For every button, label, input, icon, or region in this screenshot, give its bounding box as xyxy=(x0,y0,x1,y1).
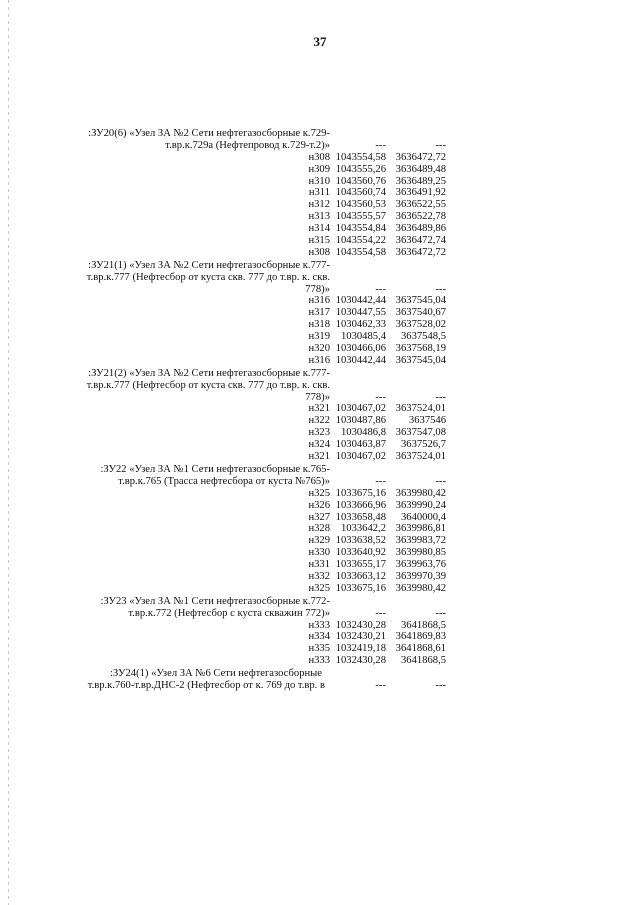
section-title-text: :ЗУ23 «Узел ЗА №1 Сети нефтегазосборные к.772- xyxy=(100,595,330,607)
coordinate-row xyxy=(0,583,640,595)
coordinate-x: 1032430,28 xyxy=(335,655,386,667)
section-title-text: т.вр.к.772 (Нефтесбор с куста скважин 772)» xyxy=(128,607,330,619)
coordinate-y: 3637526,7 xyxy=(400,439,446,451)
coordinate-y: 3639963,76 xyxy=(395,559,446,571)
coordinate-x: 1043554,58 xyxy=(335,246,386,258)
coordinate-row xyxy=(0,331,640,343)
point-number: н321 xyxy=(308,403,330,415)
coordinate-x: 1033642,2 xyxy=(340,523,386,535)
point-number: н326 xyxy=(308,499,330,511)
dash-y: --- xyxy=(435,391,446,403)
point-number: н331 xyxy=(308,559,330,571)
coordinate-row xyxy=(0,343,640,355)
coordinate-x: 1043560,76 xyxy=(335,175,386,187)
coordinate-row xyxy=(0,488,640,500)
point-number: н309 xyxy=(308,163,330,175)
section-title-line xyxy=(0,668,640,680)
coordinate-x: 1030485,4 xyxy=(340,331,386,343)
dash-x: --- xyxy=(375,679,386,691)
section-title-line xyxy=(0,380,640,392)
point-number: н322 xyxy=(308,415,330,427)
coordinate-y: 3637545,04 xyxy=(395,295,446,307)
coordinate-row xyxy=(0,427,640,439)
coordinate-x: 1032419,18 xyxy=(335,643,386,655)
coordinate-x: 1033655,17 xyxy=(335,559,386,571)
coordinate-y: 3639970,39 xyxy=(395,570,446,582)
coordinate-y: 3637548,5 xyxy=(400,331,446,343)
section-title-text: т.вр.к.777 (Нефтесбор от куста скв. 777 до т.вр. к. скв. xyxy=(86,379,330,391)
dash-y: --- xyxy=(435,607,446,619)
coordinate-x: 1043554,22 xyxy=(335,235,386,247)
dash-y: --- xyxy=(435,283,446,295)
dash-x: --- xyxy=(375,391,386,403)
section-title-text: 778)» xyxy=(305,283,330,295)
coordinate-x: 1033675,16 xyxy=(335,582,386,594)
section-title-text: т.вр.к.760-т.вр.ДНС-2 (Нефтесбор от к. 769 до т.вр. в xyxy=(87,679,325,691)
coordinate-y: 3636522,78 xyxy=(395,211,446,223)
point-number: н321 xyxy=(308,451,330,463)
section-block xyxy=(0,260,640,368)
coordinate-row xyxy=(0,223,640,235)
coordinate-x: 1033666,96 xyxy=(335,499,386,511)
coordinate-x: 1030466,06 xyxy=(335,343,386,355)
section-title-line xyxy=(0,476,640,488)
coordinate-x: 1033640,92 xyxy=(335,547,386,559)
section-title-text: :ЗУ21(1) «Узел ЗА №2 Сети нефтегазосборные к.777- xyxy=(88,259,330,271)
coordinate-row xyxy=(0,164,640,176)
coordinate-x: 1033663,12 xyxy=(335,570,386,582)
section-title-line xyxy=(0,368,640,380)
coordinate-row xyxy=(0,512,640,524)
coordinate-y: 3637540,67 xyxy=(395,307,446,319)
coordinate-y: 3637547,08 xyxy=(395,427,446,439)
section-block xyxy=(0,368,640,464)
point-number: н308 xyxy=(308,151,330,163)
coordinate-y: 3636472,72 xyxy=(395,246,446,258)
coordinate-row xyxy=(0,500,640,512)
coordinate-row xyxy=(0,523,640,535)
point-number: н314 xyxy=(308,223,330,235)
section-title-text: :ЗУ21(2) «Узел ЗА №2 Сети нефтегазосборные к.777- xyxy=(88,367,330,379)
point-number: н316 xyxy=(308,295,330,307)
point-number: н310 xyxy=(308,175,330,187)
coordinates-list xyxy=(0,128,640,692)
point-number: н329 xyxy=(308,535,330,547)
point-number: н332 xyxy=(308,570,330,582)
coordinate-y: 3637528,02 xyxy=(395,319,446,331)
coordinate-row xyxy=(0,355,640,367)
coordinate-row xyxy=(0,415,640,427)
coordinate-x: 1033638,52 xyxy=(335,535,386,547)
coordinate-y: 3636489,48 xyxy=(395,163,446,175)
coordinate-x: 1032430,28 xyxy=(335,619,386,631)
section-block xyxy=(0,668,640,692)
section-title-line xyxy=(0,140,640,152)
dash-x: --- xyxy=(375,283,386,295)
coordinate-x: 1030467,02 xyxy=(335,403,386,415)
coordinate-x: 1030447,55 xyxy=(335,307,386,319)
coordinate-x: 1043560,74 xyxy=(335,187,386,199)
coordinate-y: 3636472,74 xyxy=(395,235,446,247)
section-title-line xyxy=(0,272,640,284)
coordinate-row xyxy=(0,571,640,583)
coordinate-y: 3639990,24 xyxy=(395,499,446,511)
coordinate-row xyxy=(0,547,640,559)
coordinate-row xyxy=(0,643,640,655)
coordinate-row xyxy=(0,620,640,632)
coordinate-y: 3641869,83 xyxy=(395,631,446,643)
coordinate-row xyxy=(0,235,640,247)
coordinate-y: 3637524,01 xyxy=(395,451,446,463)
dash-x: --- xyxy=(375,475,386,487)
coordinate-y: 3636491,92 xyxy=(395,187,446,199)
dash-x: --- xyxy=(375,607,386,619)
section-title-text: :ЗУ24(1) «Узел ЗА №6 Сети нефтегазосборные xyxy=(109,668,322,680)
page-number: 37 xyxy=(313,34,327,49)
coordinate-y: 3639980,42 xyxy=(395,582,446,594)
section-title-line xyxy=(0,464,640,476)
point-number: н308 xyxy=(308,246,330,258)
coordinate-y: 3641868,5 xyxy=(400,655,446,667)
coordinate-x: 1033658,48 xyxy=(335,511,386,523)
section-title-text: :ЗУ22 «Узел ЗА №1 Сети нефтегазосборные к.765- xyxy=(100,463,330,475)
coordinate-x: 1032430,21 xyxy=(335,631,386,643)
coordinate-y: 3640000,4 xyxy=(400,511,446,523)
dash-y: --- xyxy=(435,139,446,151)
coordinate-x: 1043555,26 xyxy=(335,163,386,175)
section-title-text: т.вр.к.765 (Трасса нефтесбора от куста №765)» xyxy=(118,475,330,487)
coordinate-y: 3641868,61 xyxy=(395,643,446,655)
section-block xyxy=(0,464,640,596)
point-number: н317 xyxy=(308,307,330,319)
section-block xyxy=(0,128,640,260)
coordinate-y: 3639986,81 xyxy=(395,523,446,535)
coordinate-y: 3637545,04 xyxy=(395,354,446,366)
coordinate-x: 1030487,86 xyxy=(335,415,386,427)
coordinate-y: 3636522,55 xyxy=(395,199,446,211)
coordinate-row xyxy=(0,307,640,319)
point-number: н313 xyxy=(308,211,330,223)
coordinate-x: 1043554,58 xyxy=(335,151,386,163)
coordinate-y: 3637568,19 xyxy=(395,343,446,355)
point-number: н319 xyxy=(308,331,330,343)
point-number: н330 xyxy=(308,547,330,559)
section-title-line xyxy=(0,284,640,296)
coordinate-row xyxy=(0,655,640,667)
point-number: н318 xyxy=(308,319,330,331)
coordinate-x: 1030462,33 xyxy=(335,319,386,331)
coordinate-row xyxy=(0,211,640,223)
point-number: н311 xyxy=(308,187,330,199)
section-title-line xyxy=(0,596,640,608)
point-number: н335 xyxy=(308,643,330,655)
coordinate-y: 3639980,42 xyxy=(395,487,446,499)
coordinate-x: 1030463,87 xyxy=(335,439,386,451)
dash-x: --- xyxy=(375,139,386,151)
coordinate-row xyxy=(0,247,640,259)
coordinate-row xyxy=(0,631,640,643)
coordinate-y: 3636489,86 xyxy=(395,223,446,235)
coordinate-row xyxy=(0,535,640,547)
coordinate-x: 1030442,44 xyxy=(335,295,386,307)
coordinate-x: 1043554,84 xyxy=(335,223,386,235)
point-number: н316 xyxy=(308,354,330,366)
coordinate-y: 3637524,01 xyxy=(395,403,446,415)
point-number: н327 xyxy=(308,511,330,523)
section-title-line xyxy=(0,128,640,140)
point-number: н333 xyxy=(308,655,330,667)
coordinate-row xyxy=(0,176,640,188)
point-number: н325 xyxy=(308,582,330,594)
section-title-text: т.вр.к.729а (Нефтепровод к.729-т.2)» xyxy=(165,139,330,151)
coordinate-x: 1033675,16 xyxy=(335,487,386,499)
point-number: н315 xyxy=(308,235,330,247)
section-title-line xyxy=(0,260,640,272)
point-number: н324 xyxy=(308,439,330,451)
coordinate-x: 1043555,57 xyxy=(335,211,386,223)
point-number: н323 xyxy=(308,427,330,439)
point-number: н312 xyxy=(308,199,330,211)
section-title-line xyxy=(0,392,640,404)
coordinate-row xyxy=(0,559,640,571)
point-number: н325 xyxy=(308,487,330,499)
coordinate-x: 1030442,44 xyxy=(335,354,386,366)
coordinate-x: 1030486,8 xyxy=(340,427,386,439)
coordinate-row xyxy=(0,439,640,451)
coordinate-row xyxy=(0,295,640,307)
section-title-line xyxy=(0,608,640,620)
coordinate-y: 3639983,72 xyxy=(395,535,446,547)
dash-y: --- xyxy=(435,679,446,691)
section-title-text: :ЗУ20(6) «Узел ЗА №2 Сети нефтегазосборные к.729- xyxy=(88,128,330,139)
coordinate-x: 1043560,53 xyxy=(335,199,386,211)
coordinate-row xyxy=(0,319,640,331)
section-title-text: т.вр.к.777 (Нефтесбор от куста скв. 777 до т.вр. к. скв. xyxy=(86,271,330,283)
coordinate-y: 3641868,5 xyxy=(400,619,446,631)
section-title-line xyxy=(0,680,640,692)
section-block xyxy=(0,596,640,668)
point-number: н333 xyxy=(308,619,330,631)
coordinate-y: 3636472,72 xyxy=(395,151,446,163)
point-number: н334 xyxy=(308,631,330,643)
coordinate-row xyxy=(0,451,640,463)
point-number: н320 xyxy=(308,343,330,355)
coordinate-row xyxy=(0,403,640,415)
dash-y: --- xyxy=(435,475,446,487)
coordinate-y: 3636489,25 xyxy=(395,175,446,187)
section-title-text: 778)» xyxy=(305,391,330,403)
coordinate-row xyxy=(0,187,640,199)
coordinate-y: 3639980,85 xyxy=(395,547,446,559)
coordinate-x: 1030467,02 xyxy=(335,451,386,463)
point-number: н328 xyxy=(308,523,330,535)
coordinate-row xyxy=(0,199,640,211)
coordinate-y: 3637546 xyxy=(408,415,446,427)
coordinate-row xyxy=(0,152,640,164)
